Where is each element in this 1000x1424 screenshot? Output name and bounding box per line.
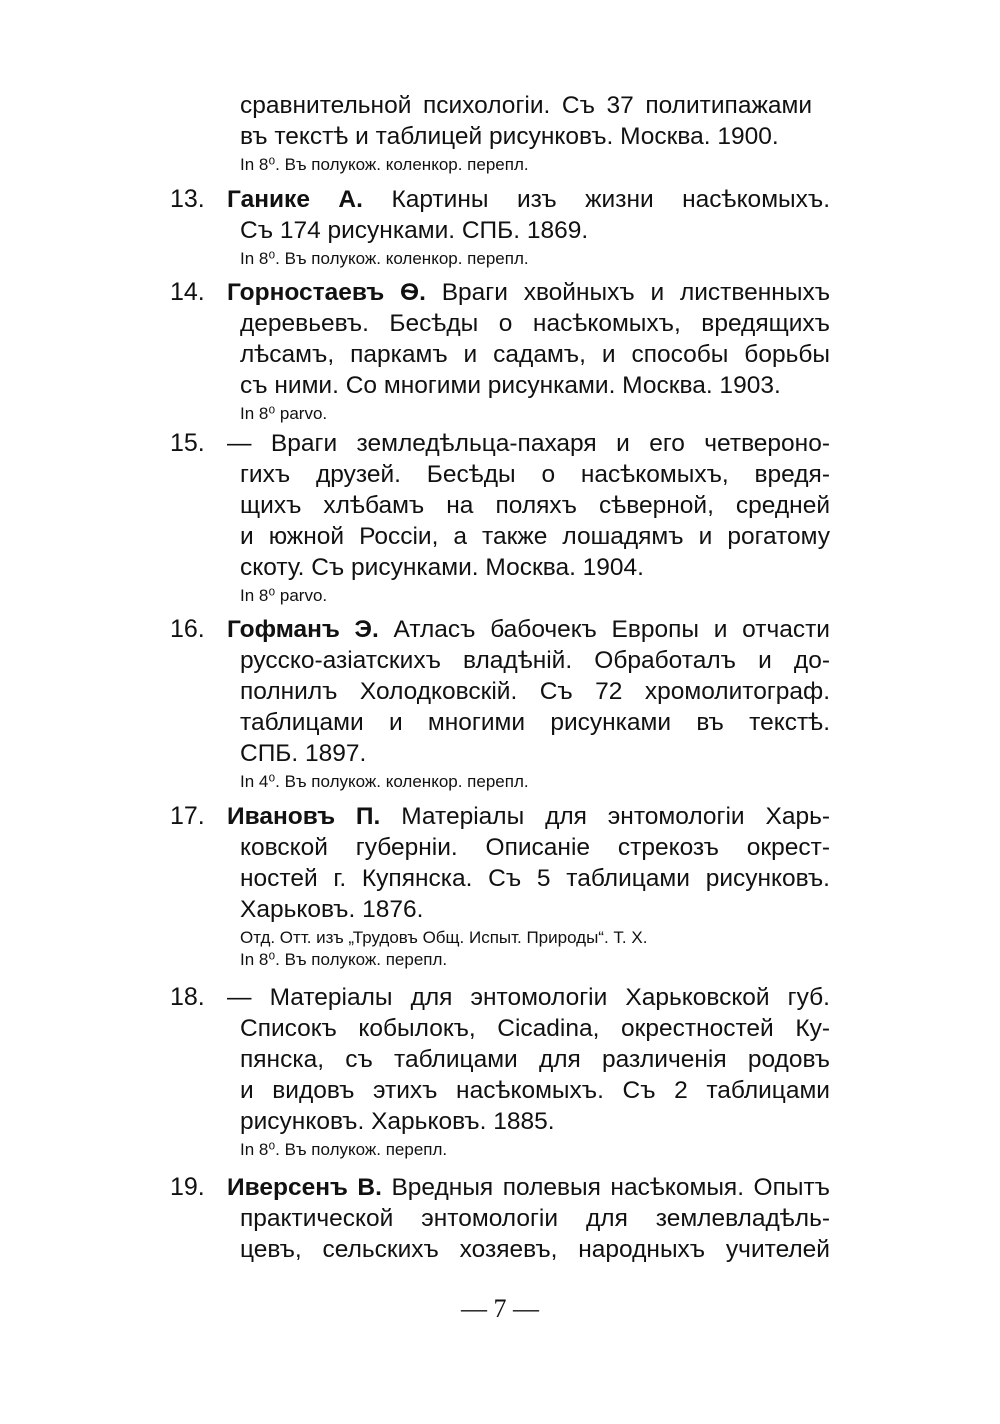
entry-author: Иверсенъ В. — [227, 1174, 382, 1201]
entry-note: In 8⁰. Въ полукож. перепл. — [240, 1140, 448, 1159]
entry-note: Отд. Отт. изъ „Трудовъ Общ. Испыт. Природы“. Т. X. — [240, 928, 648, 947]
entry-author: Гофманъ Э. — [227, 616, 379, 643]
entry-number: 17. — [170, 802, 205, 830]
entry-author: Горностаевъ Ѳ. — [227, 279, 426, 306]
entry-line: лѣсамъ, паркамъ и садамъ, и способы борьбы — [240, 341, 830, 368]
entry-line: СПБ. 1897. — [240, 740, 367, 767]
entry-number: 18. — [170, 983, 205, 1011]
entry-number: 14. — [170, 278, 205, 306]
entry-line: рисунковъ. Харьковъ. 1885. — [240, 1108, 555, 1135]
entry-line: въ текстѣ и таблицей рисунковъ. Москва. 1900. — [240, 123, 779, 150]
entry-line: съ ними. Со многими рисунками. Москва. 1903. — [240, 372, 781, 399]
entry-line: ностей г. Купянска. Съ 5 таблицами рисунковъ. — [240, 865, 830, 892]
entry-line: ковской губерніи. Описаніе стрекозъ окрест- — [240, 834, 830, 861]
entry-note: In 8⁰ parvo. — [240, 404, 328, 423]
entry-line: и видовъ этихъ насѣкомыхъ. Съ 2 таблицами — [240, 1077, 830, 1104]
entry-line: и южной Россіи, а также лошадямъ и рогатому — [240, 523, 830, 550]
entry-line: — Матеріалы для энтомологіи Харьковской губ. — [227, 984, 830, 1011]
entry-line: Харьковъ. 1876. — [240, 896, 424, 923]
entry-note: In 8⁰. Въ полукож. коленкор. перепл. — [240, 155, 529, 174]
entry-line: гихъ друзей. Бесѣды о насѣкомыхъ, вредя- — [240, 461, 830, 488]
entry-line: щихъ хлѣбамъ на поляхъ сѣверной, средней — [240, 492, 830, 519]
entry-note: In 4⁰. Въ полукож. коленкор. перепл. — [240, 772, 529, 791]
entry-line: таблицами и многими рисунками въ текстѣ. — [240, 709, 830, 736]
entry-line: Гофманъ Э. Атласъ бабочекъ Европы и отчасти — [227, 616, 830, 643]
entry-note: In 8⁰. Въ полукож. коленкор. перепл. — [240, 249, 529, 268]
entry-author: Ивановъ П. — [227, 803, 381, 830]
entry-line: деревьевъ. Бесѣды о насѣкомыхъ, вредящихъ — [240, 310, 830, 337]
entry-line: Списокъ кобылокъ, Cicadina, окрестностей Ку- — [240, 1015, 830, 1042]
entry-note: In 8⁰. Въ полукож. перепл. — [240, 950, 448, 969]
entry-line: цевъ, сельскихъ хозяевъ, народныхъ учителей — [240, 1236, 830, 1263]
entry-line: пянска, съ таблицами для различенія родовъ — [240, 1046, 830, 1073]
entry-line: Иверсенъ В. Вредныя полевыя насѣкомыя. Опытъ — [227, 1174, 830, 1201]
entry-18 — [170, 982, 830, 1162]
entry-line: Съ 174 рисунками. СПБ. 1869. — [240, 217, 589, 244]
entry-line: русско-азіатскихъ владѣній. Обработалъ и до- — [240, 647, 830, 674]
entry-13 — [170, 184, 830, 271]
entry-16 — [170, 614, 830, 794]
entry-line: сравнительной психологіи. Съ 37 политипажами — [240, 92, 812, 119]
entry-note: In 8⁰ parvo. — [240, 586, 328, 605]
entry-number: 13. — [170, 185, 205, 213]
entry-line: Горностаевъ Ѳ. Враги хвойныхъ и лиственныхъ — [227, 279, 831, 306]
entry-number: 19. — [170, 1173, 205, 1201]
entry-line: Ивановъ П. Матеріалы для энтомологіи Харь- — [227, 803, 830, 830]
entry-author: Ганике А. — [227, 186, 363, 213]
page-number: — 7 — — [461, 1294, 539, 1323]
continued-entry — [240, 90, 812, 177]
entry-line: практической энтомологіи для землевладѣль- — [240, 1205, 830, 1232]
entry-line: — Враги земледѣльца-пахаря и его четвероно- — [227, 430, 830, 457]
entry-line: скоту. Съ рисунками. Москва. 1904. — [240, 554, 644, 581]
entry-number: 15. — [170, 429, 205, 457]
entry-17 — [170, 801, 830, 972]
entry-19 — [170, 1172, 830, 1265]
entry-14 — [170, 277, 830, 426]
entry-number: 16. — [170, 615, 205, 643]
entry-line: полнилъ Холодковскій. Съ 72 хромолитограф. — [240, 678, 830, 705]
entry-15 — [170, 428, 830, 608]
entry-line: Ганике А. Картины изъ жизни насѣкомыхъ. — [227, 186, 831, 213]
